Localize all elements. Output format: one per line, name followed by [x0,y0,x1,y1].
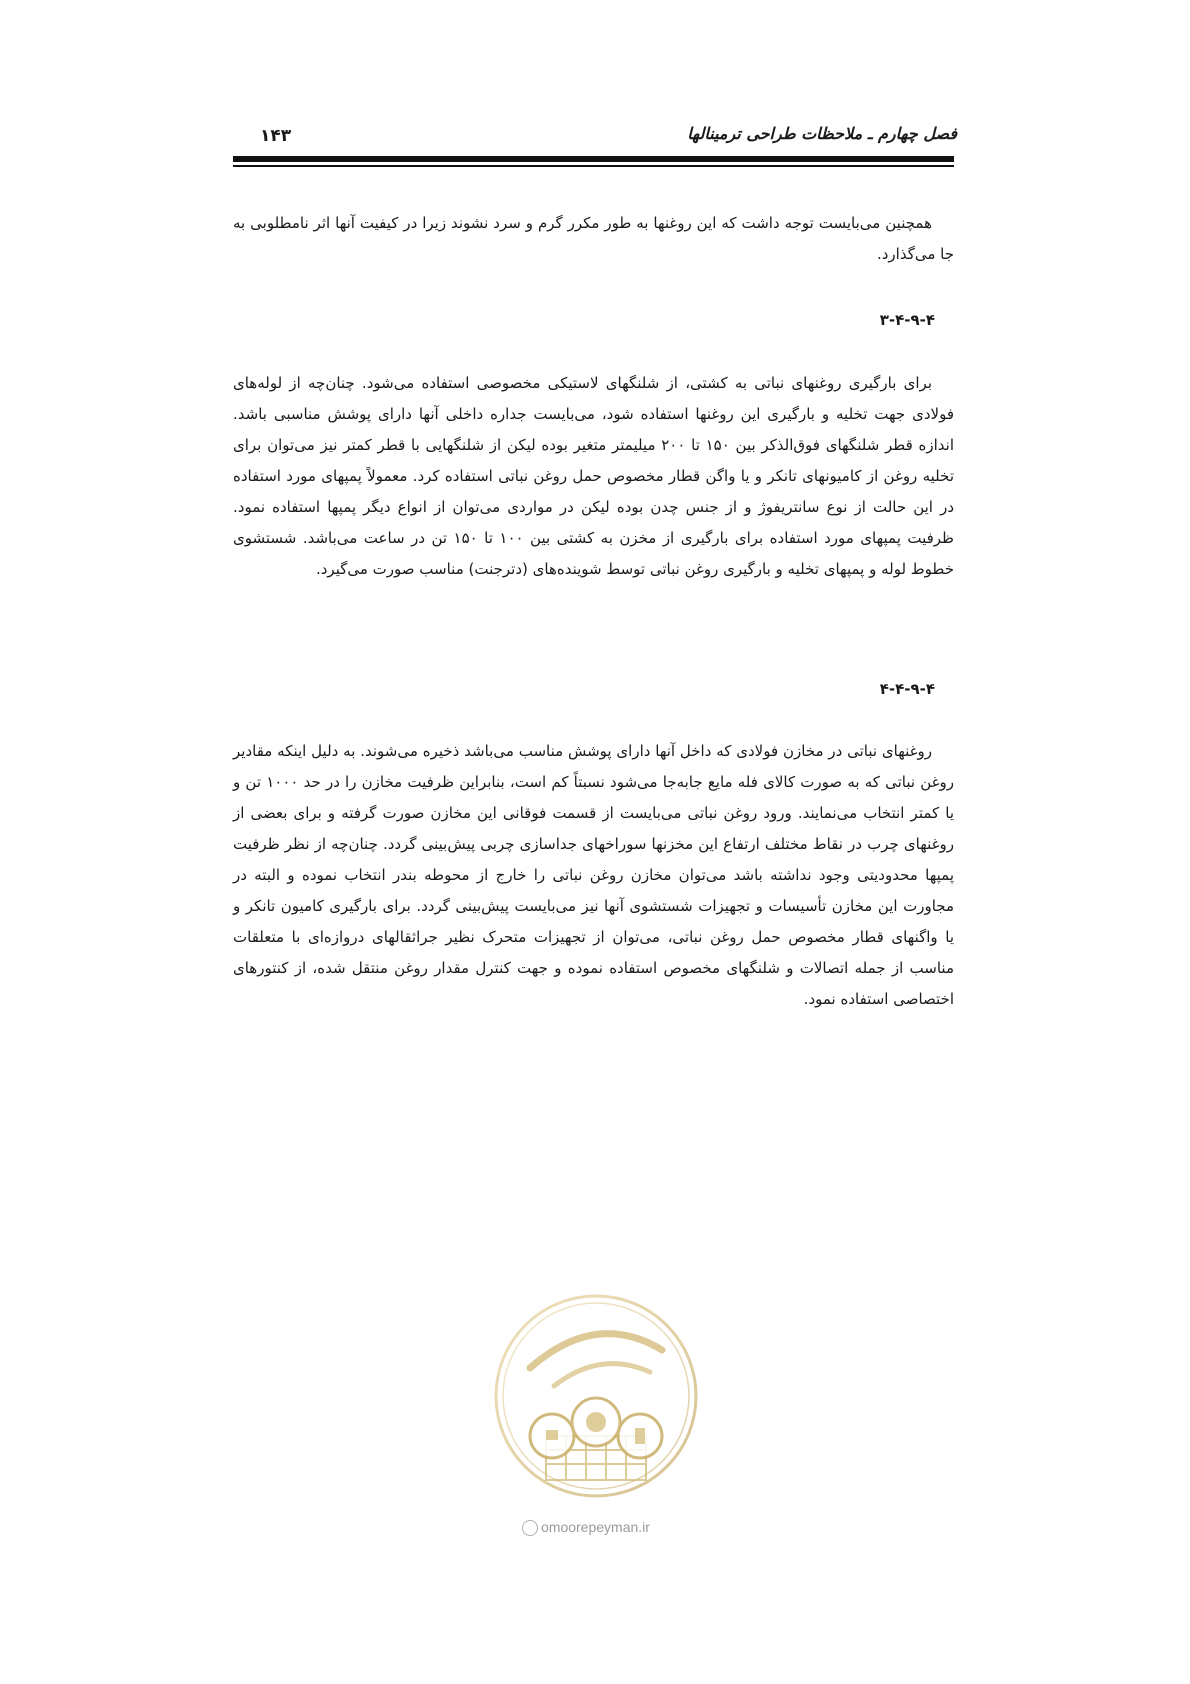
chapter-title: فصل چهارم ـ ملاحظات طراحی ترمینالها [687,124,957,143]
page-number: ۱۴۳ [260,126,292,146]
watermark-logo [490,1290,702,1502]
globe-icon [522,1520,538,1536]
paragraph-3 [233,736,954,1015]
paragraph-1 [233,208,954,270]
paragraph-1-text: همچنین می‌بایست توجه داشت که این روغنها به طور مکرر گرم و سرد نشوند زیرا در کیفیت آنها اثر نامطلوبی به جا می‌گذارد. [233,214,954,263]
header-rule-thick [233,156,954,162]
header-rule-thin [233,165,954,167]
section-heading-4-4-9-4: ۴-۴-۹-۴ [879,680,935,698]
section-heading-3-4-9-4: ۳-۴-۹-۴ [879,311,935,329]
paragraph-2-text: برای بارگیری روغنهای نباتی به کشتی، از شلنگهای لاستیکی مخصوصی استفاده می‌شود. چنان‌چه از لوله‌های فولادی جهت تخلیه و بارگیری این روغنها استفاده شود، می‌بایست جداره داخلی آنها دارای پوشش مناسبی باشد. اندازه قطر شلنگهای فوق‌الذکر بین ۱۵۰ تا ۲۰۰ میلیمتر متغیر بوده لیکن از شلنگهایی با قطر کمتر نیز می‌توان برای تخلیه روغن از کامیونهای تانکر و یا واگن قطار مخصوص حمل روغن نباتی استفاده کرد. معمولاً پمپهای مورد استفاده در این حالت از نوع سانتریفوژ و از جنس چدن بوده لیکن در مواردی می‌توان از انواع دیگر پمپها استفاده نمود. ظرفیت پمپهای مورد استفاده برای بارگیری از مخزن به کشتی بین ۱۰۰ تا ۱۵۰ تن در ساعت می‌باشد. شستشوی خطوط لوله و پمپهای تخلیه و بارگیری روغن نباتی توسط شوینده‌های (دترجنت) مناسب صورت می‌گیرد. [233,374,954,578]
watermark-caption-text: omoorepeyman.ir [541,1519,650,1535]
paragraph-2 [233,368,954,585]
watermark-logo-icon [490,1290,702,1502]
paragraph-3-text: روغنهای نباتی در مخازن فولادی که داخل آنها دارای پوشش مناسب می‌باشد ذخیره می‌شوند. به دلیل اینکه مقادیر روغن نباتی که به صورت کالای فله مایع جابه‌جا می‌شود نسبتاً کم است، بنابراین ظرفیت مخازن را در حد ۱۰۰۰ تن و یا کمتر انتخاب می‌نمایند. ورود روغن نباتی می‌بایست از قسمت فوقانی این مخازن صورت گرفته و برای بعضی از روغنهای چرب در نقاط مختلف ارتفاع این مخزنها سوراخهای جداسازی چربی پیش‌بینی گردد. چنان‌چه از نظر ظرفیت پمپها محدودیتی وجود نداشته باشد می‌توان مخازن روغن نباتی را خارج از محوطه بندر انتخاب نموده و البته در مجاورت این مخازن تأسیسات و تجهیزات شستشوی آنها نیز می‌بایست پیش‌بینی گردد. برای بارگیری کامیون تانکر و یا واگنهای قطار مخصوص حمل روغن نباتی، می‌توان از تجهیزات متحرک نظیر جراثقالهای دروازه‌ای با متعلقات مناسب از جمله اتصالات و شلنگهای مخصوص استفاده نموده و جهت کنترل مقدار روغن منتقل شده، از کنتورهای اختصاصی استفاده نمود. [233,742,954,1008]
watermark-caption [522,1519,650,1536]
